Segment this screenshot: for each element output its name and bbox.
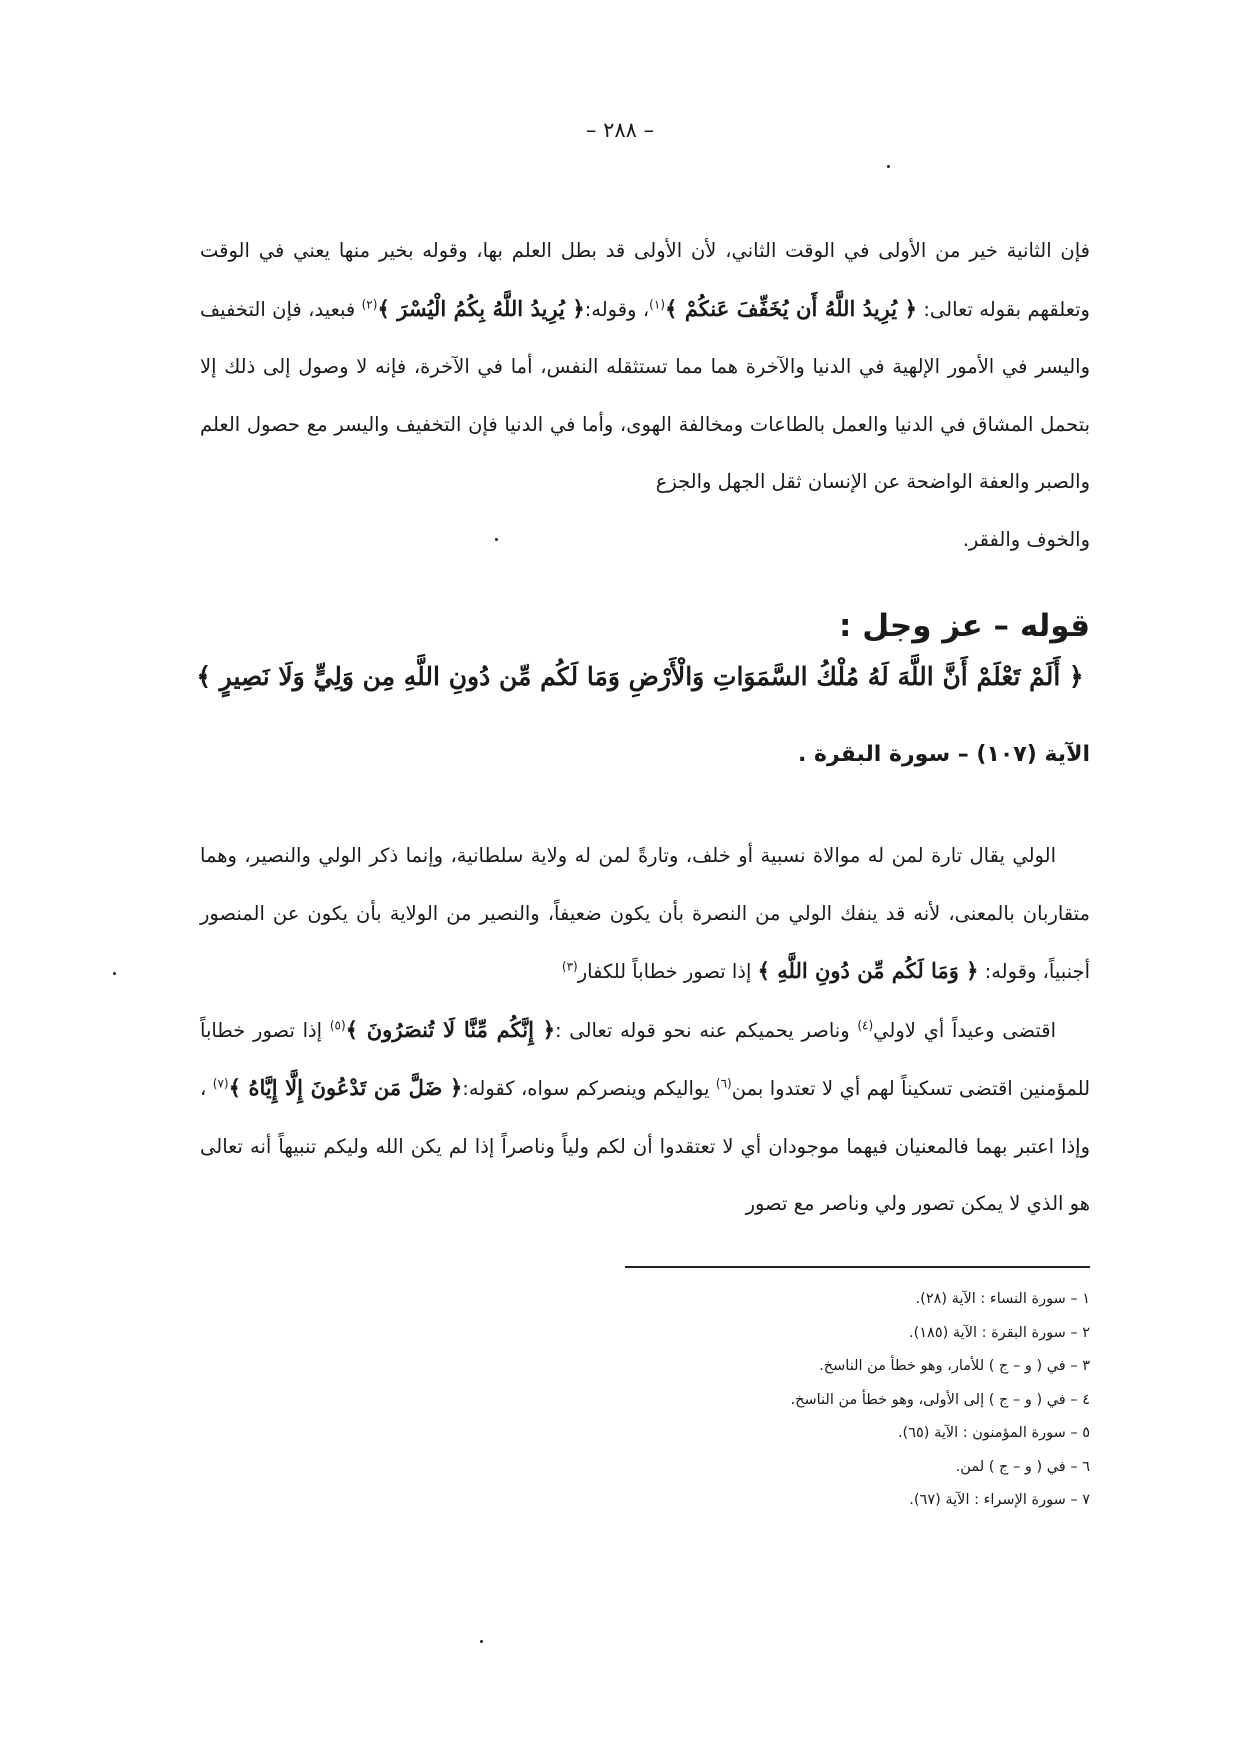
quran-quote: ﴿ إِنَّكُم مِّنَّا لَا تُنصَرُونَ ﴾ <box>345 1016 556 1042</box>
text-line: اقتضى وعيداً أي لاولي <box>873 1018 1057 1042</box>
text-line: ولياً وناصراً إذا لم يكن الله وليكم تنبيهاً أنه تعالى هو الذي لا يمكن تصور ولي وناصر مع تصور <box>200 1134 1090 1215</box>
scan-speck <box>887 165 890 168</box>
footnote-marker: (١) <box>649 297 665 311</box>
text-line: الولاية بأن يكون عن المنصور أجنبياً، وقوله: <box>200 901 1090 983</box>
footnote-item: ٢ – سورة البقرة : الآية (١٨٥). <box>908 1324 1090 1341</box>
footnote-marker: (٤) <box>857 1018 874 1032</box>
footnote-item: ٤ – في ( و – ج ) إلى الأولى، وهو خطأ من الناسخ. <box>790 1391 1090 1408</box>
text-line: كقوله: <box>462 1077 515 1100</box>
text-line: والنصير، وهما متقاربان بالمعنى، لأنه قد ينفك الولي من النصرة بأن يكون ضعيفاً، والنصير من <box>200 844 1090 925</box>
paragraph-commentary <box>200 827 1090 1233</box>
paragraph-intro <box>200 222 1090 568</box>
footnote-marker: (٣) <box>561 959 578 974</box>
text-line: فإن التخفيف واليسر مع حصول العلم والصبر والعفة الواضحة عن الإنسان ثقل الجهل والجزع <box>200 412 1090 493</box>
text-line: والخوف والفقر. <box>962 527 1090 551</box>
quran-quote: ﴿ يُرِيدُ اللَّهُ بِكُمُ الْيُسْرَ ﴾ <box>377 295 585 321</box>
footnote-marker: (٥) <box>329 1018 346 1032</box>
footnotes-list <box>570 1283 1090 1518</box>
text-line: ، وقوله: <box>584 297 650 321</box>
footnote-divider <box>625 1266 1090 1268</box>
footnote-marker: (٦) <box>715 1076 732 1091</box>
footnote-item: ٦ – في ( و – ج ) لمن. <box>955 1458 1090 1475</box>
page-number: – ٢٨٨ – <box>585 118 655 142</box>
verse-reference: الآية (١٠٧) – سورة البقرة . <box>798 742 1090 767</box>
footnote-item: ٣ – في ( و – ج ) للأمار، وهو خطأ من الناسخ. <box>819 1358 1090 1374</box>
footnote-item: ٥ – سورة المؤمنون : الآية (٦٥). <box>897 1425 1090 1441</box>
scan-speck <box>113 972 116 975</box>
footnote-item: ٧ – سورة الإسراء : الآية (٦٧). <box>909 1492 1090 1508</box>
text-line: ، وإذا اعتبر بهما فالمعنيان فيهما موجودان أي لا تعتقدوا أن لكم <box>200 1077 1090 1158</box>
text-line: فإنه لا وصول إلى ذلك إلا بتحمل المشاق في الدنيا والعمل بالطاعات ومخالفة الهوى، وأما في الدنيا <box>200 355 1091 436</box>
text-line: إذا تصور خطاباً للمؤمنين اقتضى تسكيناً لهم أي لا تعتدوا بمن <box>200 1018 1091 1100</box>
quran-quote: ﴿ ضَلَّ مَن تَدْعُونَ إِلَّا إِيَّاهُ ﴾ <box>228 1075 463 1100</box>
footnote-item: ١ – سورة النساء : الآية (٢٨). <box>915 1291 1090 1307</box>
text-line: فإن الثانية خير من الأولى في الوقت الثاني، لأن الأولى قد بطل العلم بها، وقوله بخير منها يعني في <box>258 239 1090 262</box>
text-line: يواليكم وينصركم سواه، <box>520 1077 710 1100</box>
quran-quote: ﴿ يُرِيدُ اللَّهُ أَن يُخَفِّفَ عَنكُمْ ﴾ <box>665 295 917 321</box>
quran-verse: ﴿ أَلَمْ تَعْلَمْ أَنَّ اللَّهَ لَهُ مُلْكُ السَّمَوَاتِ وَالْأَرْضِ وَمَا لَكُم مِّن دُونِ اللَّهِ مِن وَلِيٍّ وَلَا نَصِيرٍ ﴾ <box>196 662 1084 691</box>
text-line: وناصر يحميكم عنه نحو قوله تعالى : <box>555 1018 850 1042</box>
quran-quote: ﴿ وَمَا لَكُم مِّن دُونِ اللَّهِ ﴾ <box>757 958 979 983</box>
footnote-marker: (٧) <box>212 1076 229 1091</box>
footnote-marker: (٢) <box>361 297 378 311</box>
text-line: الوقت وتعلقهم بقوله تعالى: <box>200 239 1090 321</box>
section-heading: قوله – عز وجل : <box>839 608 1090 644</box>
text-line: إذا تصور خطاباً للكفار <box>577 960 752 983</box>
text-line: فإن التخفيف واليسر في الأمور الإلهية في الدنيا والآخرة هما مما تستثقله النفس، أما في الآخرة، <box>200 297 1091 378</box>
text-line: الولي يقال تارة لمن له موالاة نسبية أو خلف، وتارةً لمن له ولاية سلطانية، وإنما ذكر الولي <box>318 844 1056 867</box>
text-line: فبعيد، <box>308 297 356 321</box>
scan-speck <box>480 1640 483 1643</box>
